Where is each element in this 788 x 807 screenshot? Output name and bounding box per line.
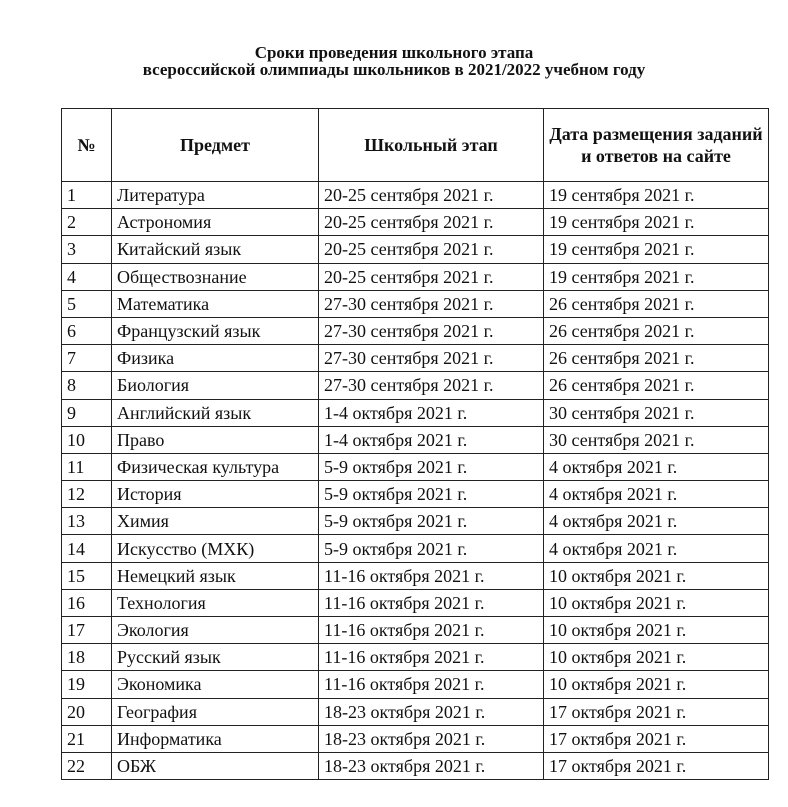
header-school-stage: Школьный этап	[319, 109, 544, 182]
cell-publish-date: 10 октября 2021 г.	[544, 617, 769, 644]
cell-number: 14	[62, 535, 112, 562]
cell-publish-date: 30 сентября 2021 г.	[544, 426, 769, 453]
cell-publish-date: 4 октября 2021 г.	[544, 535, 769, 562]
cell-number: 9	[62, 399, 112, 426]
header-subject: Предмет	[112, 109, 319, 182]
cell-number: 7	[62, 345, 112, 372]
cell-subject: История	[112, 481, 319, 508]
cell-subject: Немецкий язык	[112, 562, 319, 589]
cell-number: 5	[62, 290, 112, 317]
cell-publish-date: 17 октября 2021 г.	[544, 725, 769, 752]
cell-school-stage: 27-30 сентября 2021 г.	[319, 317, 544, 344]
table-row	[62, 481, 769, 508]
cell-publish-date: 19 сентября 2021 г.	[544, 263, 769, 290]
cell-school-stage: 5-9 октября 2021 г.	[319, 453, 544, 480]
table-row	[62, 589, 769, 616]
cell-school-stage: 18-23 октября 2021 г.	[319, 752, 544, 779]
table-row	[62, 752, 769, 779]
cell-publish-date: 26 сентября 2021 г.	[544, 317, 769, 344]
table-row	[62, 426, 769, 453]
title-line-1: Сроки проведения школьного этапа	[254, 43, 534, 62]
table-body	[62, 182, 769, 780]
cell-number: 18	[62, 644, 112, 671]
table-row	[62, 399, 769, 426]
cell-subject: Биология	[112, 372, 319, 399]
table-row	[62, 698, 769, 725]
cell-publish-date: 26 сентября 2021 г.	[544, 290, 769, 317]
table-row	[62, 617, 769, 644]
cell-subject: Искусство (МХК)	[112, 535, 319, 562]
table-row	[62, 644, 769, 671]
cell-subject: ОБЖ	[112, 752, 319, 779]
cell-school-stage: 18-23 октября 2021 г.	[319, 698, 544, 725]
cell-number: 17	[62, 617, 112, 644]
cell-publish-date: 4 октября 2021 г.	[544, 481, 769, 508]
cell-number: 13	[62, 508, 112, 535]
table-row	[62, 317, 769, 344]
header-publish-date: Дата размещения заданий и ответов на сайте	[544, 109, 769, 182]
cell-number: 6	[62, 317, 112, 344]
cell-publish-date: 4 октября 2021 г.	[544, 508, 769, 535]
cell-publish-date: 10 октября 2021 г.	[544, 589, 769, 616]
cell-school-stage: 20-25 сентября 2021 г.	[319, 209, 544, 236]
cell-publish-date: 19 сентября 2021 г.	[544, 236, 769, 263]
cell-number: 15	[62, 562, 112, 589]
table-row	[62, 372, 769, 399]
cell-subject: Астрономия	[112, 209, 319, 236]
cell-school-stage: 11-16 октября 2021 г.	[319, 562, 544, 589]
cell-publish-date: 4 октября 2021 г.	[544, 453, 769, 480]
cell-school-stage: 5-9 октября 2021 г.	[319, 481, 544, 508]
cell-school-stage: 1-4 октября 2021 г.	[319, 399, 544, 426]
cell-school-stage: 11-16 октября 2021 г.	[319, 644, 544, 671]
cell-publish-date: 30 сентября 2021 г.	[544, 399, 769, 426]
cell-number: 2	[62, 209, 112, 236]
cell-number: 22	[62, 752, 112, 779]
cell-number: 21	[62, 725, 112, 752]
title-line-2: всероссийской олимпиады школьников в 2021/2022 учебном году	[142, 60, 646, 79]
table-row	[62, 562, 769, 589]
cell-subject: Право	[112, 426, 319, 453]
cell-school-stage: 27-30 сентября 2021 г.	[319, 345, 544, 372]
cell-publish-date: 10 октября 2021 г.	[544, 562, 769, 589]
cell-number: 16	[62, 589, 112, 616]
cell-school-stage: 20-25 сентября 2021 г.	[319, 263, 544, 290]
cell-school-stage: 5-9 октября 2021 г.	[319, 508, 544, 535]
cell-subject: Английский язык	[112, 399, 319, 426]
cell-subject: Химия	[112, 508, 319, 535]
cell-school-stage: 11-16 октября 2021 г.	[319, 589, 544, 616]
schedule-table	[61, 108, 769, 780]
table-row	[62, 290, 769, 317]
cell-subject: Русский язык	[112, 644, 319, 671]
cell-subject: Китайский язык	[112, 236, 319, 263]
cell-school-stage: 18-23 октября 2021 г.	[319, 725, 544, 752]
cell-school-stage: 5-9 октября 2021 г.	[319, 535, 544, 562]
cell-school-stage: 20-25 сентября 2021 г.	[319, 236, 544, 263]
cell-school-stage: 20-25 сентября 2021 г.	[319, 182, 544, 209]
cell-publish-date: 17 октября 2021 г.	[544, 698, 769, 725]
cell-subject: Информатика	[112, 725, 319, 752]
cell-subject: Физическая культура	[112, 453, 319, 480]
cell-subject: Французский язык	[112, 317, 319, 344]
table-row	[62, 182, 769, 209]
cell-publish-date: 10 октября 2021 г.	[544, 671, 769, 698]
cell-subject: Экология	[112, 617, 319, 644]
cell-number: 19	[62, 671, 112, 698]
cell-number: 8	[62, 372, 112, 399]
table-row	[62, 725, 769, 752]
cell-publish-date: 26 сентября 2021 г.	[544, 345, 769, 372]
cell-number: 3	[62, 236, 112, 263]
table-header-row	[62, 109, 769, 182]
cell-number: 12	[62, 481, 112, 508]
header-number: №	[62, 109, 112, 182]
cell-subject: Экономика	[112, 671, 319, 698]
table-row	[62, 236, 769, 263]
cell-publish-date: 19 сентября 2021 г.	[544, 182, 769, 209]
cell-publish-date: 10 октября 2021 г.	[544, 644, 769, 671]
cell-school-stage: 11-16 октября 2021 г.	[319, 671, 544, 698]
cell-school-stage: 11-16 октября 2021 г.	[319, 617, 544, 644]
cell-number: 10	[62, 426, 112, 453]
cell-number: 11	[62, 453, 112, 480]
cell-publish-date: 26 сентября 2021 г.	[544, 372, 769, 399]
table-row	[62, 671, 769, 698]
cell-publish-date: 17 октября 2021 г.	[544, 752, 769, 779]
table-row	[62, 345, 769, 372]
cell-number: 1	[62, 182, 112, 209]
table-row	[62, 453, 769, 480]
table-row	[62, 508, 769, 535]
cell-subject: Физика	[112, 345, 319, 372]
cell-subject: Литература	[112, 182, 319, 209]
table-row	[62, 209, 769, 236]
table-row	[62, 535, 769, 562]
cell-school-stage: 27-30 сентября 2021 г.	[319, 290, 544, 317]
cell-subject: География	[112, 698, 319, 725]
cell-school-stage: 27-30 сентября 2021 г.	[319, 372, 544, 399]
cell-subject: Математика	[112, 290, 319, 317]
document-title	[0, 44, 788, 78]
cell-number: 4	[62, 263, 112, 290]
cell-subject: Технология	[112, 589, 319, 616]
cell-publish-date: 19 сентября 2021 г.	[544, 209, 769, 236]
cell-number: 20	[62, 698, 112, 725]
cell-subject: Обществознание	[112, 263, 319, 290]
cell-school-stage: 1-4 октября 2021 г.	[319, 426, 544, 453]
table-row	[62, 263, 769, 290]
